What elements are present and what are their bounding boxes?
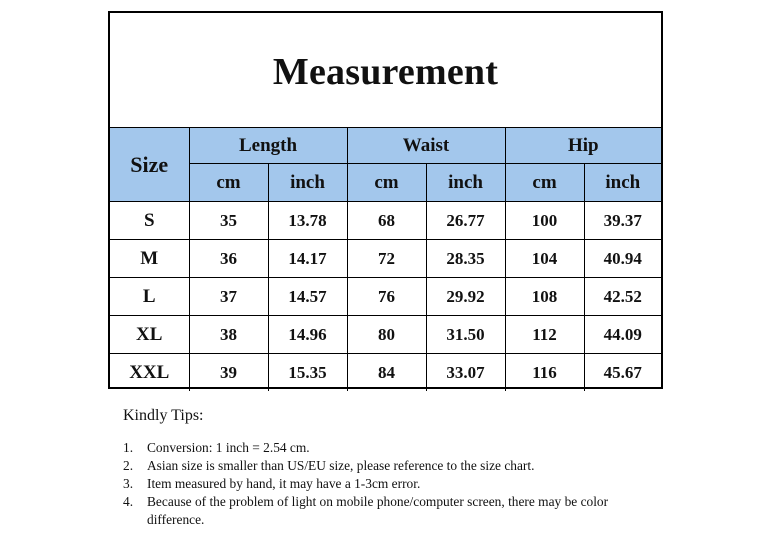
table-cell: 28.35 <box>426 240 505 278</box>
size-cell: XL <box>110 316 189 354</box>
table-cell: 72 <box>347 240 426 278</box>
table-cell: 35 <box>189 202 268 240</box>
table-cell: 14.17 <box>268 240 347 278</box>
table-cell: 40.94 <box>584 240 661 278</box>
size-table <box>110 128 661 391</box>
tip-item <box>123 439 683 457</box>
table-cell: 29.92 <box>426 278 505 316</box>
table-cell: 104 <box>505 240 584 278</box>
table-cell: 14.57 <box>268 278 347 316</box>
table-cell: 33.07 <box>426 354 505 392</box>
table-cell: 38 <box>189 316 268 354</box>
table-row <box>110 240 661 278</box>
unit-header: cm <box>505 164 584 202</box>
tip-text: Because of the problem of light on mobile phone/computer screen, there may be color difference. <box>147 494 609 527</box>
table-cell: 80 <box>347 316 426 354</box>
table-cell: 14.96 <box>268 316 347 354</box>
table-cell: 112 <box>505 316 584 354</box>
table-cell: 39 <box>189 354 268 392</box>
size-cell: XXL <box>110 354 189 392</box>
table-cell: 15.35 <box>268 354 347 392</box>
size-header: Size <box>110 128 189 202</box>
tip-item <box>123 457 683 475</box>
tip-item <box>123 475 683 493</box>
tips-list <box>123 439 683 529</box>
table-cell: 26.77 <box>426 202 505 240</box>
size-chart <box>108 11 663 389</box>
tip-number: 4. <box>123 494 134 509</box>
size-cell: S <box>110 202 189 240</box>
table-cell: 31.50 <box>426 316 505 354</box>
group-header-hip: Hip <box>505 128 661 164</box>
table-cell: 76 <box>347 278 426 316</box>
table-row <box>110 202 661 240</box>
unit-header: inch <box>584 164 661 202</box>
tip-number: 3. <box>123 476 134 491</box>
tip-number: 2. <box>123 458 134 473</box>
table-cell: 13.78 <box>268 202 347 240</box>
table-row <box>110 316 661 354</box>
table-cell: 44.09 <box>584 316 661 354</box>
table-cell: 39.37 <box>584 202 661 240</box>
group-header-length: Length <box>189 128 347 164</box>
table-row <box>110 354 661 392</box>
tip-text: Asian size is smaller than US/EU size, please reference to the size chart. <box>147 458 535 473</box>
tip-text: Conversion: 1 inch = 2.54 cm. <box>147 440 310 455</box>
table-cell: 84 <box>347 354 426 392</box>
table-cell: 108 <box>505 278 584 316</box>
tip-number: 1. <box>123 440 134 455</box>
table-cell: 36 <box>189 240 268 278</box>
unit-header: cm <box>347 164 426 202</box>
title-box <box>110 13 661 129</box>
size-cell: M <box>110 240 189 278</box>
size-cell: L <box>110 278 189 316</box>
table-cell: 37 <box>189 278 268 316</box>
unit-header: inch <box>268 164 347 202</box>
kindly-tips <box>123 407 683 529</box>
header-row-units <box>110 164 661 202</box>
tip-text: Item measured by hand, it may have a 1-3cm error. <box>147 476 421 491</box>
table-cell: 68 <box>347 202 426 240</box>
group-header-waist: Waist <box>347 128 505 164</box>
table-cell: 42.52 <box>584 278 661 316</box>
table-row <box>110 278 661 316</box>
unit-header: cm <box>189 164 268 202</box>
table-cell: 100 <box>505 202 584 240</box>
table-cell: 45.67 <box>584 354 661 392</box>
unit-header: inch <box>426 164 505 202</box>
table-cell: 116 <box>505 354 584 392</box>
tip-item <box>123 493 683 529</box>
header-row-groups <box>110 128 661 164</box>
tips-title: Kindly Tips: <box>123 407 204 424</box>
chart-title: Measurement <box>272 51 499 93</box>
